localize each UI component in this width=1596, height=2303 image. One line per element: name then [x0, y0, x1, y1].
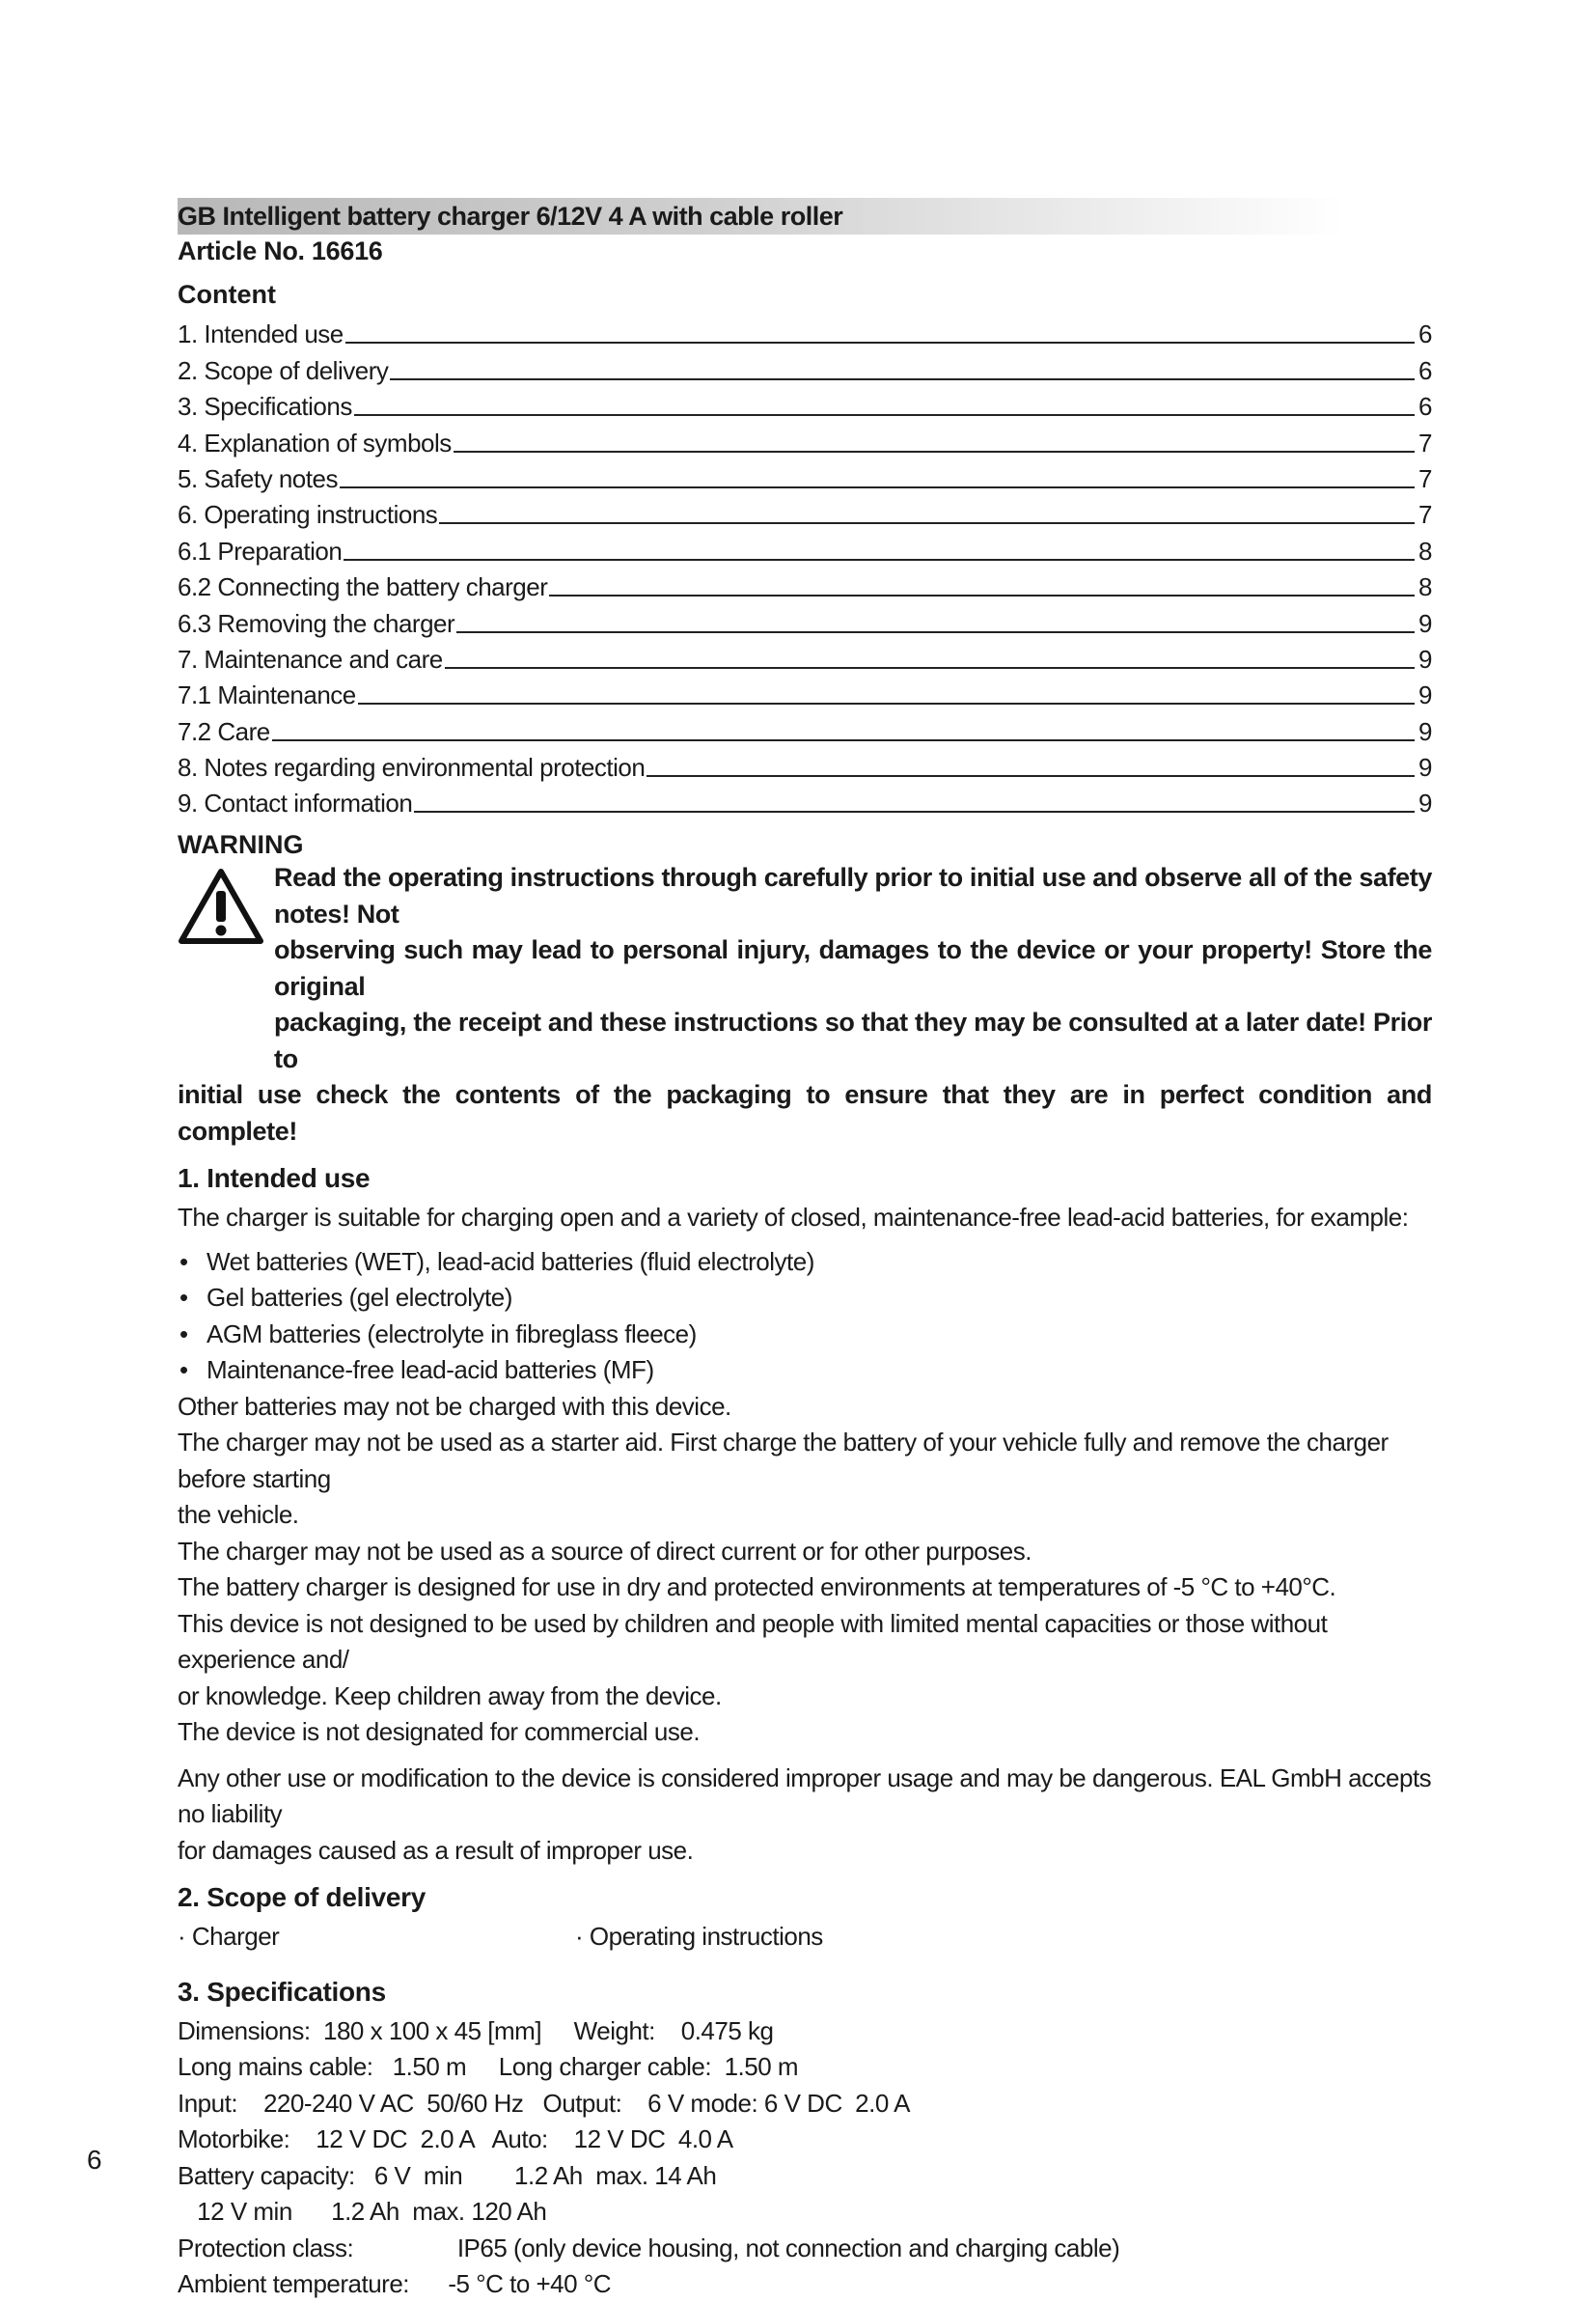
- table-of-contents: [178, 314, 1432, 819]
- spec-line: Dimensions: 180 x 100 x 45 [mm] Weight: 0.475 kg: [178, 2015, 774, 2045]
- toc-entry-page: 9: [1418, 608, 1432, 638]
- toc-entry[interactable]: [178, 494, 1432, 530]
- spec-line: Input: 220-240 V AC 50/60 Hz Output: 6 V mode: 6 V DC 2.0 A: [178, 2088, 910, 2118]
- list-item: • Gel batteries (gel electrolyte): [178, 1280, 1432, 1317]
- document-title: GB Intelligent battery charger 6/12V 4 A with cable roller: [178, 198, 1345, 235]
- paragraph: This device is not designed to be used by children and people with limited mental capacities or those without experience and/: [178, 1608, 1328, 1675]
- warning-triangle-icon: [178, 868, 264, 945]
- paragraph: the vehicle.: [178, 1500, 299, 1530]
- spec-line: 12 V min 1.2 Ah max. 120 Ah: [178, 2197, 547, 2227]
- toc-entry-label: 5. Safety notes: [178, 463, 338, 493]
- toc-entry-label: 6.1 Preparation: [178, 536, 343, 566]
- scope-item: · Charger: [178, 1922, 280, 1952]
- paragraph: Any other use or modification to the device is considered improper usage and may be dangerous. EAL GmbH accepts no liability: [178, 1762, 1432, 1829]
- paragraph: The device is not designated for commercial use.: [178, 1717, 701, 1747]
- toc-entry[interactable]: [178, 783, 1432, 819]
- toc-entry[interactable]: [178, 567, 1432, 602]
- list-item: • Maintenance-free lead-acid batteries (MF): [178, 1352, 1432, 1389]
- toc-entry[interactable]: [178, 314, 1432, 349]
- toc-heading: Content: [178, 280, 276, 309]
- toc-entry-page: 6: [1418, 392, 1432, 422]
- toc-entry[interactable]: [178, 602, 1432, 638]
- toc-entry-label: 7.1 Maintenance: [178, 680, 356, 710]
- toc-entry-label: 6. Operating instructions: [178, 500, 438, 530]
- section-heading-specifications: 3. Specifications: [178, 1976, 386, 2007]
- toc-entry-label: 7.2 Care: [178, 716, 270, 746]
- scope-list: [178, 1919, 1432, 1956]
- toc-entry-page: 8: [1418, 536, 1432, 566]
- toc-entry[interactable]: [178, 458, 1432, 494]
- section-heading-scope: 2. Scope of delivery: [178, 1882, 426, 1913]
- toc-entry[interactable]: [178, 710, 1432, 746]
- toc-entry[interactable]: [178, 422, 1432, 458]
- toc-entry[interactable]: [178, 675, 1432, 710]
- spec-line: Protection class: IP65 (only device housing, not connection and charging cable): [178, 2233, 1120, 2262]
- paragraph: The charger may not be used as a source of direct current or for other purposes.: [178, 1536, 1032, 1566]
- toc-entry[interactable]: [178, 349, 1432, 385]
- toc-entry-label: 2. Scope of delivery: [178, 355, 389, 385]
- toc-entry-page: 6: [1418, 319, 1432, 349]
- toc-entry-label: 3. Specifications: [178, 392, 352, 422]
- scope-item: · Operating instructions: [575, 1922, 823, 1952]
- toc-entry-page: 9: [1418, 789, 1432, 819]
- spec-line: Ambient temperature: -5 °C to +40 °C: [178, 2269, 611, 2299]
- toc-entry-page: 9: [1418, 680, 1432, 710]
- toc-entry[interactable]: [178, 530, 1432, 566]
- document-page: [178, 198, 1432, 2303]
- toc-entry-label: 6.2 Connecting the battery charger: [178, 572, 548, 602]
- toc-entry-page: 6: [1418, 355, 1432, 385]
- warning-text-line: initial use check the contents of the packaging to ensure that they are in perfect condition and complete!: [178, 1080, 1432, 1146]
- spec-line: Motorbike: 12 V DC 2.0 A Auto: 12 V DC 4.0 A: [178, 2124, 733, 2154]
- paragraph: for damages caused as a result of improper use.: [178, 1835, 694, 1865]
- toc-entry-page: 7: [1418, 500, 1432, 530]
- page-number: 6: [87, 2145, 102, 2175]
- list-item: • Wet batteries (WET), lead-acid batteries (fluid electrolyte): [178, 1244, 1432, 1281]
- toc-entry-page: 7: [1418, 428, 1432, 458]
- toc-entry-label: 9. Contact information: [178, 789, 413, 819]
- warning-text-line: packaging, the receipt and these instructions so that they may be consulted at a later date! Prior to: [274, 1008, 1432, 1073]
- warning-text-line: Read the operating instructions through carefully prior to initial use and observe all of the safety notes! Not: [274, 863, 1432, 929]
- warning-heading: WARNING: [178, 830, 304, 860]
- toc-entry-page: 7: [1418, 463, 1432, 493]
- toc-entry-page: 8: [1418, 572, 1432, 602]
- toc-entry-label: 1. Intended use: [178, 319, 344, 349]
- paragraph: The charger may not be used as a starter aid. First charge the battery of your vehicle fully and remove the charger before starting: [178, 1428, 1389, 1493]
- toc-entry-label: 6.3 Removing the charger: [178, 608, 455, 638]
- warning-block: [178, 860, 1432, 1150]
- article-number: Article No. 16616: [178, 236, 383, 265]
- spec-line: Battery capacity: 6 V min 1.2 Ah max. 14 Ah: [178, 2160, 717, 2190]
- paragraph: The charger is suitable for charging open and a variety of closed, maintenance-free lead-acid batteries, for example:: [178, 1203, 1409, 1233]
- toc-entry-label: 8. Notes regarding environmental protection: [178, 753, 646, 783]
- battery-type-list: [178, 1244, 1432, 1389]
- section-heading-intended-use: 1. Intended use: [178, 1163, 371, 1194]
- paragraph: Other batteries may not be charged with this device.: [178, 1391, 731, 1421]
- toc-entry[interactable]: [178, 386, 1432, 422]
- toc-entry-label: 7. Maintenance and care: [178, 644, 443, 674]
- list-item: • AGM batteries (electrolyte in fibreglass fleece): [178, 1317, 1432, 1353]
- toc-entry[interactable]: [178, 747, 1432, 783]
- toc-entry-page: 9: [1418, 644, 1432, 674]
- paragraph: or knowledge. Keep children away from the device.: [178, 1680, 722, 1710]
- toc-entry-label: 4. Explanation of symbols: [178, 428, 452, 458]
- toc-entry-page: 9: [1418, 753, 1432, 783]
- toc-entry[interactable]: [178, 639, 1432, 675]
- warning-text-line: observing such may lead to personal injury, damages to the device or your property! Store the original: [274, 935, 1432, 1001]
- toc-entry-page: 9: [1418, 716, 1432, 746]
- paragraph: The battery charger is designed for use in dry and protected environments at temperatures of -5 °C to +40°C.: [178, 1572, 1336, 1602]
- spec-line: Long mains cable: 1.50 m Long charger cable: 1.50 m: [178, 2052, 799, 2082]
